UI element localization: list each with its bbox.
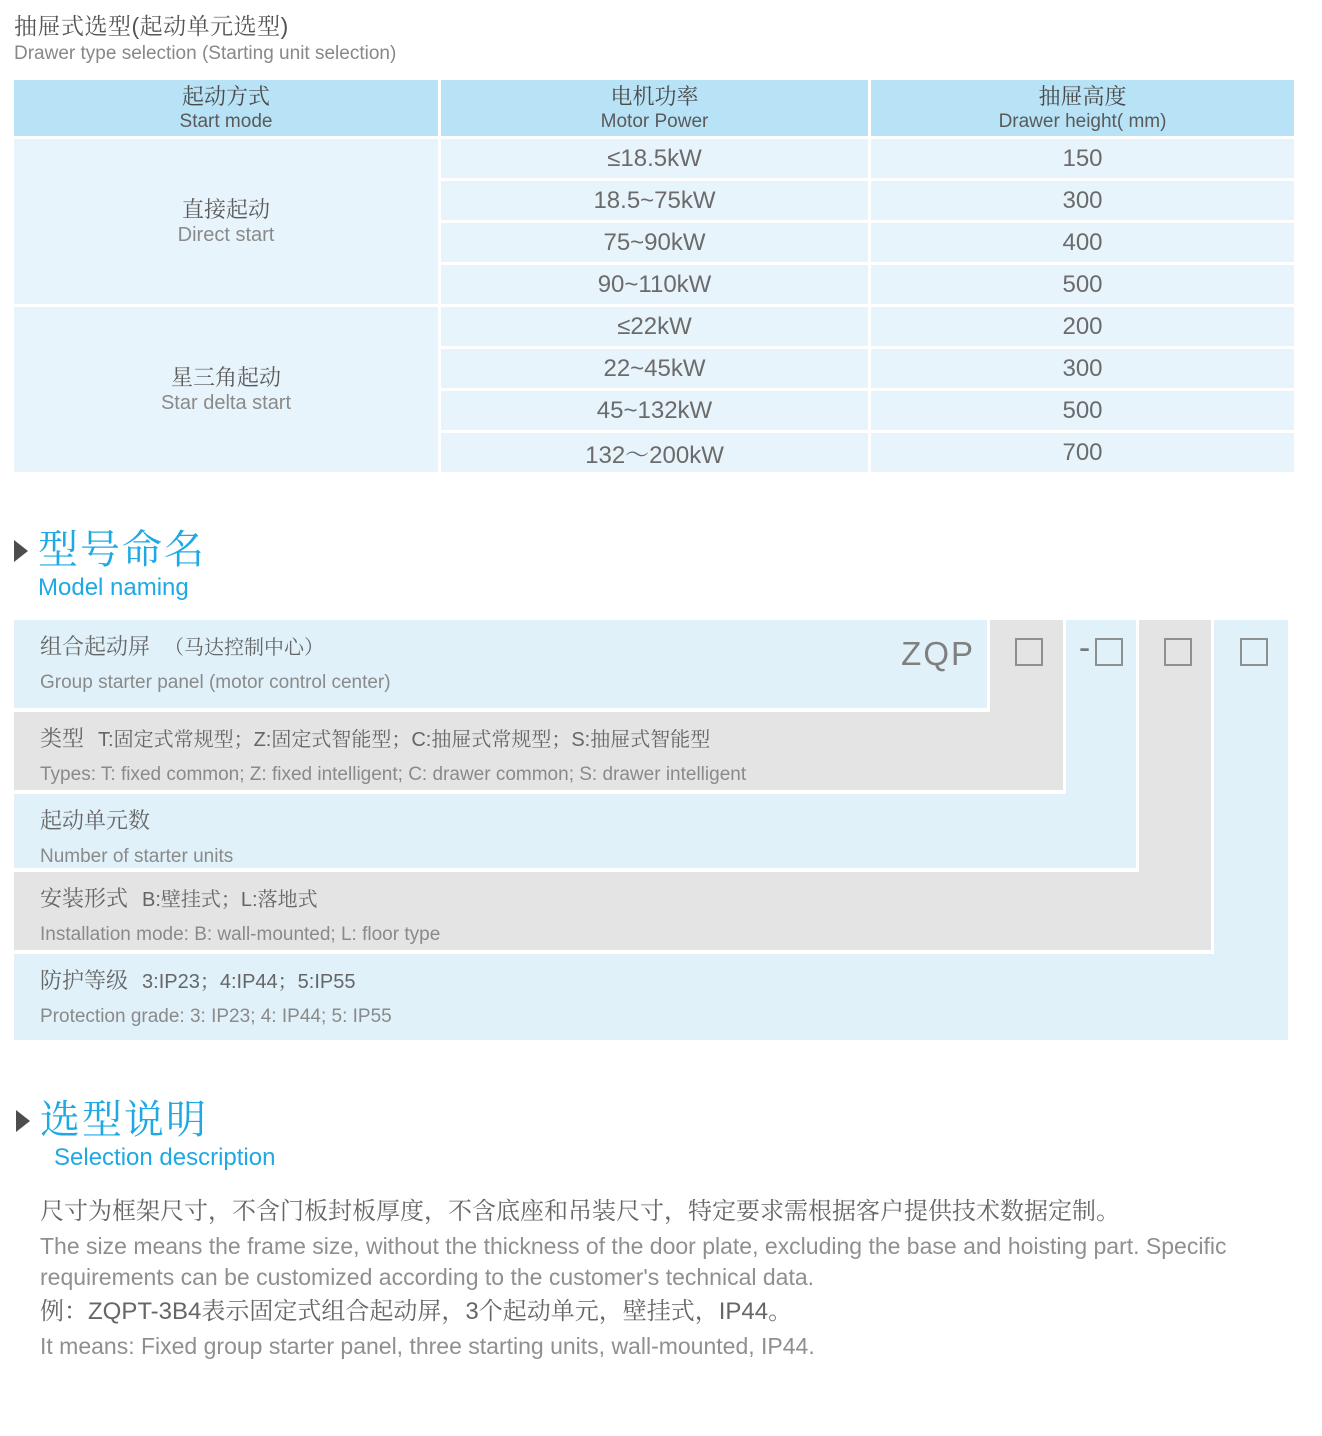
col-header-zh: 电机功率 (610, 83, 699, 109)
model-row-en: Protection grade: 3: IP23; 4: IP44; 5: IP55 (40, 1006, 392, 1027)
start-mode-en: Direct start (177, 224, 275, 246)
description-line: 尺寸为框架尺寸，不含门板封板厚度，不含底座和吊装尺寸，特定要求需根据客户提供技术数据定制。 (40, 1198, 1120, 1225)
model-row-en: Group starter panel (motor control center) (40, 672, 391, 693)
section-title-en: Selection description (54, 1144, 276, 1171)
start-mode-en: Star delta start (160, 392, 292, 414)
start-mode-zh: 直接起动 (181, 197, 270, 222)
motor-power-cell: 132～200kW (441, 433, 868, 472)
section-title-zh: 型号命名 (38, 528, 206, 572)
motor-power-cell: 18.5~75kW (441, 181, 868, 220)
section-title-en: Model naming (38, 574, 189, 601)
model-row-group-starter-panel (14, 620, 987, 708)
section-selection-description (16, 1098, 275, 1172)
model-row-en: Installation mode: B: wall-mounted; L: floor type (40, 924, 441, 945)
drawer-height-cell: 500 (871, 391, 1294, 430)
model-row-zh: 防护等级 3:IP23；4:IP44；5:IP55 (40, 968, 356, 993)
col-header-en: Drawer height( mm) (998, 110, 1167, 132)
section-title-zh: 选型说明 (40, 1098, 208, 1142)
model-row-protection-grade (14, 954, 1288, 1040)
drawer-height-cell: 700 (871, 433, 1294, 472)
section-arrow-icon (14, 540, 28, 562)
col-header-zh: 抽屉高度 (1038, 83, 1127, 109)
col-header-en: Motor Power (600, 110, 709, 132)
model-row-starter-units (14, 794, 1136, 868)
model-naming-diagram (14, 620, 1288, 1040)
description-line: The size means the frame size, without the thickness of the door plate, excluding the base and hoisting part. Specific requirements can be customized according to the customer's technical data. (40, 1233, 1227, 1290)
model-row-en: Number of starter units (40, 846, 234, 867)
section-model-naming (14, 528, 206, 602)
col-header-start-mode (14, 80, 438, 136)
model-row-installation-mode (14, 872, 1211, 950)
doc-header (14, 12, 396, 66)
description-example-line: It means: Fixed group starter panel, three starting units, wall-mounted, IP44. (40, 1333, 815, 1359)
motor-power-cell: ≤18.5kW (441, 139, 868, 178)
page-subtitle: Drawer type selection (Starting unit selection) (14, 43, 397, 64)
drawer-height-cell: 400 (871, 223, 1294, 262)
model-code-box (1015, 638, 1043, 666)
start-mode-zh: 星三角起动 (170, 365, 281, 390)
drawer-height-cell: 300 (871, 349, 1294, 388)
motor-power-cell: 22~45kW (441, 349, 868, 388)
model-row-types (14, 712, 1063, 790)
model-code-box (1095, 638, 1123, 666)
model-row-zh: 起动单元数 (40, 808, 151, 833)
page-title: 抽屉式选型(起动单元选型) (14, 13, 289, 39)
motor-power-cell: 75~90kW (441, 223, 868, 262)
col-header-en: Start mode (179, 110, 273, 132)
model-code-box (1240, 638, 1268, 666)
description-example-line: 例：ZQPT-3B4表示固定式组合起动屏，3个起动单元，壁挂式，IP44。 (40, 1298, 793, 1325)
motor-power-cell: ≤22kW (441, 307, 868, 346)
motor-power-cell: 45~132kW (441, 391, 868, 430)
model-row-zh: 安装形式 B:壁挂式；L:落地式 (40, 886, 318, 911)
drawer-height-cell: 150 (871, 139, 1294, 178)
drawer-height-cell: 200 (871, 307, 1294, 346)
motor-power-cell: 90~110kW (441, 265, 868, 304)
code-prefix: - (1078, 629, 1091, 667)
start-mode-cell-star-delta (14, 307, 438, 472)
model-row-zh: 组合起动屏 （马达控制中心） (40, 634, 325, 659)
col-header-motor-power (441, 80, 868, 136)
model-code-label: ZQP (901, 635, 975, 672)
model-row-zh: 类型 T:固定式常规型；Z:固定式智能型；C:抽屉式常规型；S:抽屉式智能型 (40, 726, 711, 751)
selection-description-text (40, 1196, 1284, 1365)
start-mode-cell-direct (14, 139, 438, 304)
model-row-en: Types: T: fixed common; Z: fixed intelligent; C: drawer common; S: drawer intelligent (40, 764, 747, 785)
selection-table (14, 80, 1288, 472)
col-header-zh: 起动方式 (181, 83, 270, 109)
drawer-height-cell: 300 (871, 181, 1294, 220)
col-header-drawer-height (871, 80, 1294, 136)
drawer-height-cell: 500 (871, 265, 1294, 304)
section-arrow-icon (16, 1110, 30, 1132)
model-code-box (1164, 638, 1192, 666)
